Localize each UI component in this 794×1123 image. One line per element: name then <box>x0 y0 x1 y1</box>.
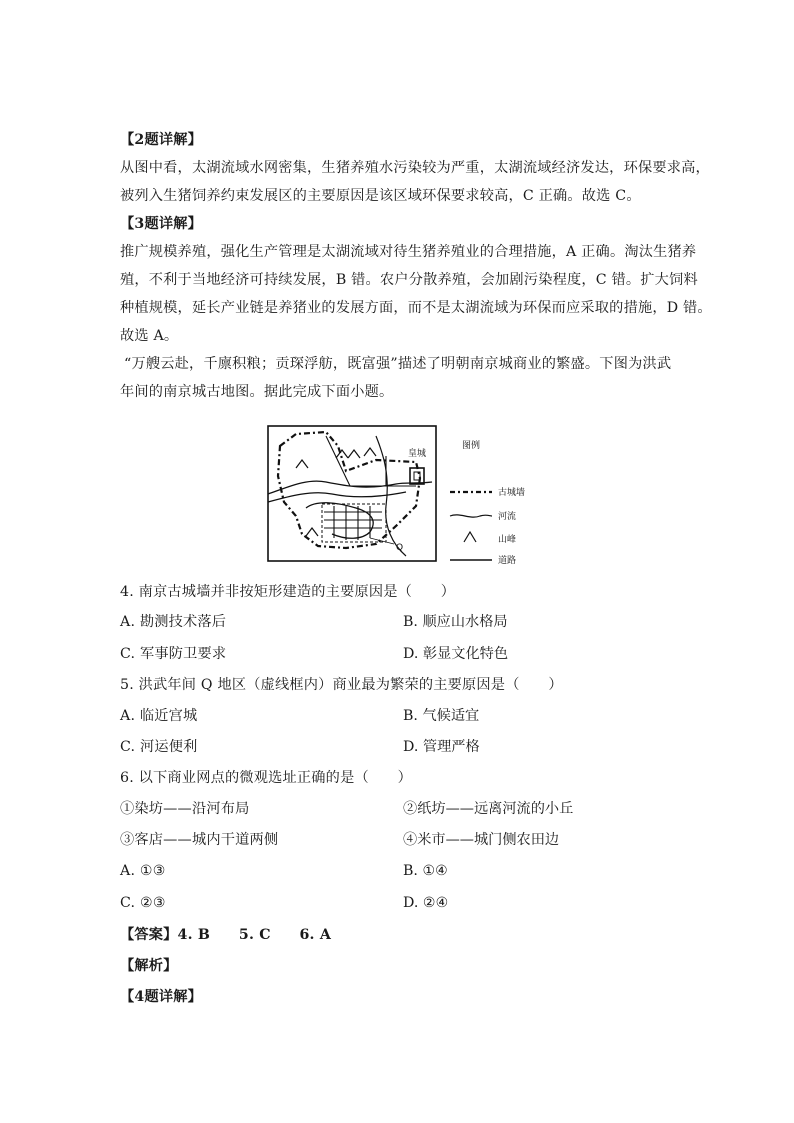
river-2 <box>268 492 406 502</box>
q5-stem: 5. 洪武年间 Q 地区（虚线框内）商业最为繁荣的主要原因是（ ） <box>120 677 563 693</box>
q6-statement-4: ④米市——城门侧农田边 <box>403 832 560 848</box>
q6-option-d: D. ②④ <box>403 895 449 911</box>
q-area-box <box>322 504 386 542</box>
imperial-city-label: 皇城 <box>408 449 427 459</box>
legend-peak-symbol <box>464 532 476 542</box>
q6-statement-3: ③客店——城内干道两侧 <box>120 832 279 848</box>
q4-option-b: B. 顺应山水格局 <box>403 614 508 630</box>
q6-option-b: B. ①④ <box>403 863 448 879</box>
q6-statement-1: ①染坊——沿河布局 <box>120 801 250 817</box>
imperial-city <box>410 468 424 484</box>
river-1 <box>268 481 432 494</box>
legend-title: 图例 <box>462 441 481 451</box>
legend-river-label: 河流 <box>498 512 517 522</box>
q6-option-c: C. ②③ <box>120 895 166 911</box>
section3-line-2: 殖，不利于当地经济可持续发展，B 错。农户分散养殖，会加剧污染程度，C 错。扩大饲料 <box>120 272 698 288</box>
q-leader <box>370 538 394 544</box>
q5-option-a: A. 临近宫城 <box>120 708 198 724</box>
q-label: Q <box>396 543 404 553</box>
q4-option-d: D. 彰显文化特色 <box>403 646 509 662</box>
section3-line-3: 种植规模，延长产业链是养猪业的发展方面，而不是太湖流域为环保而应采取的措施，D 错。 <box>120 300 712 316</box>
legend-river-symbol <box>450 515 492 517</box>
section4-heading: 【4题详解】 <box>120 989 203 1005</box>
legend-road-label: 道路 <box>498 556 517 566</box>
mountains <box>296 448 376 536</box>
q5-option-c: C. 河运便利 <box>120 739 198 755</box>
q5-option-d: D. 管理严格 <box>403 739 480 755</box>
section3-line-4: 故选 A。 <box>120 328 179 344</box>
answer-line: 【答案】4. B 5. C 6. A <box>120 927 332 943</box>
section2-line-1: 从图中看，太湖流域水网密集，生猪养殖水污染较为严重，太湖流域经济发达，环保要求高， <box>120 160 710 176</box>
q6-stem: 6. 以下商业网点的微观选址正确的是（ ） <box>120 770 413 786</box>
q4-option-a: A. 勘测技术落后 <box>120 614 227 630</box>
map-svg <box>266 416 534 566</box>
q4-stem: 4. 南京古城墙并非按矩形建造的主要原因是（ ） <box>120 584 456 600</box>
nanjing-ancient-map <box>266 416 534 566</box>
map-frame <box>268 426 436 561</box>
q5-option-b: B. 气候适宜 <box>403 708 480 724</box>
legend-wall-label: 古城墙 <box>498 488 526 498</box>
section3-line-1: 推广规模养殖，强化生产管理是太湖流域对待生猪养殖业的合理措施，A 正确。淘汰生猪养 <box>120 244 697 260</box>
section2-line-2: 被列入生猪饲养约束发展区的主要原因是该区域环保要求较高，C 正确。故选 C。 <box>120 188 641 204</box>
intro-line-2: 年间的南京城古地图。据此完成下面小题。 <box>120 384 394 400</box>
q4-option-c: C. 军事防卫要求 <box>120 646 227 662</box>
analysis-heading: 【解析】 <box>120 958 178 974</box>
section3-heading: 【3题详解】 <box>120 216 203 232</box>
roads <box>324 436 416 540</box>
intro-line-1: “万艘云赴，千廪积粮；贡琛浮舫，既富强”描述了明朝南京城商业的繁盛。下图为洪武 <box>124 356 672 372</box>
q6-option-a: A. ①③ <box>120 863 166 879</box>
legend-peak-label: 山峰 <box>498 535 517 545</box>
section2-heading: 【2题详解】 <box>120 132 203 148</box>
city-wall <box>278 432 420 548</box>
q6-statement-2: ②纸坊——远离河流的小丘 <box>403 801 574 817</box>
